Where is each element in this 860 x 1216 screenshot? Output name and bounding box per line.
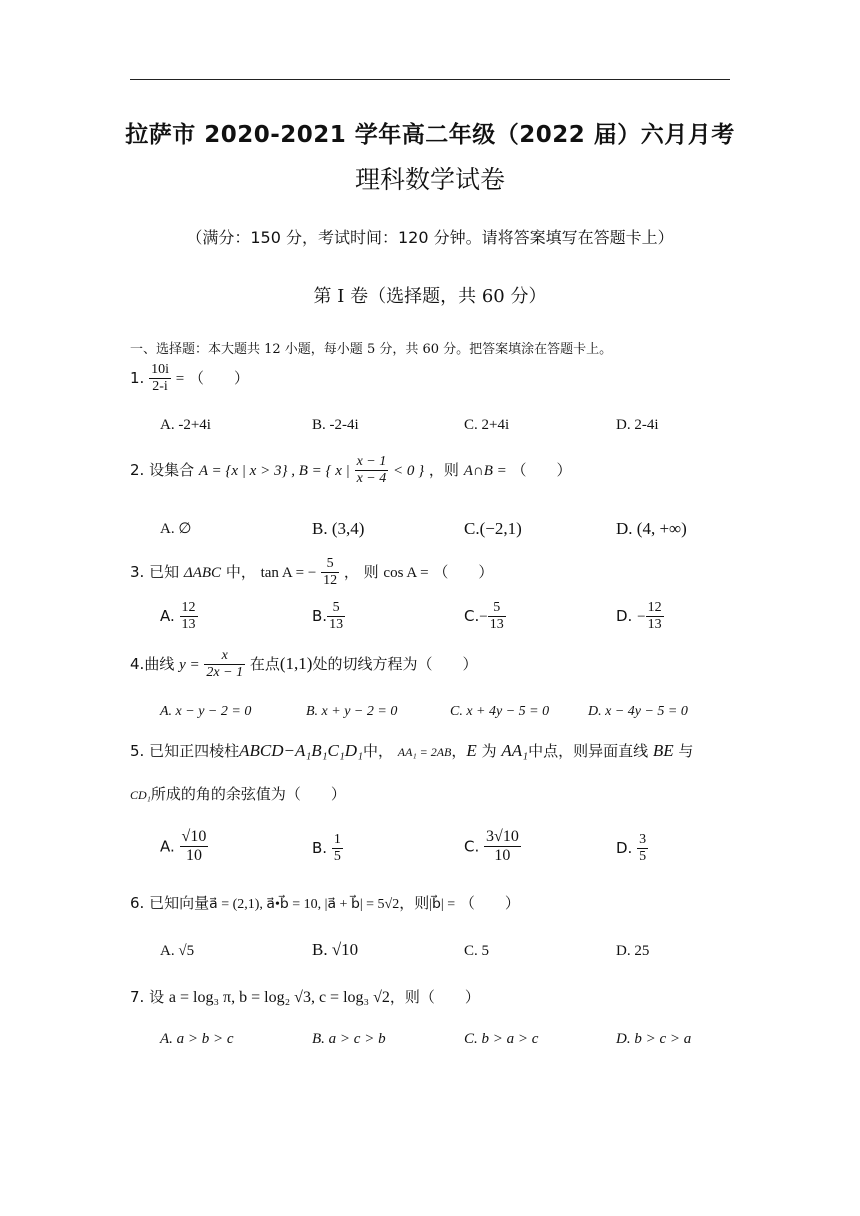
question-text: 中点，则异面直线 (528, 742, 649, 760)
question-4 (130, 648, 477, 681)
question-2 (130, 454, 572, 487)
numerator: 12 (646, 600, 664, 617)
segment-cd1: CD₁ (130, 788, 151, 802)
question-text: ，则 (399, 894, 430, 912)
denominator: 13 (489, 617, 504, 633)
question-3 (130, 556, 493, 589)
answer-paren: （ ） (189, 369, 250, 388)
option-b: B. -2-4i (312, 417, 359, 433)
exam-title: 拉萨市 2020-2021 学年高二年级（2022 届）六月月考 (125, 122, 735, 148)
question-5 (130, 740, 693, 761)
question-text: ，则 (428, 461, 459, 480)
option-a: A. ∅ (160, 521, 192, 537)
option-a: A. a > b > c (160, 1031, 234, 1047)
exam-subtitle: 理科数学试卷 (354, 165, 505, 194)
option-label: D. (616, 839, 633, 858)
option-a: A. -2+4i (160, 417, 211, 433)
option-c: C. b > a > c (464, 1031, 539, 1047)
triangle-expr: ΔABC (183, 565, 222, 582)
option-c: C. x + 4y − 5 = 0 (450, 704, 550, 719)
result-expr: |b⃗| = (429, 897, 456, 912)
option-label: A. (160, 837, 175, 856)
option-c (464, 828, 521, 866)
question-number: 1. (130, 369, 145, 388)
question-text: 为 (481, 742, 497, 760)
option-label: B. (312, 839, 328, 858)
denominator: 13 (329, 617, 344, 633)
question-number: 6. (130, 894, 145, 912)
fraction (484, 828, 521, 866)
question-number: 4. (130, 655, 145, 674)
option-label: C. (464, 837, 480, 856)
option-a: A. x − y − 2 = 0 (160, 704, 252, 719)
numerator: 3√10 (484, 828, 521, 847)
denominator: 10 (185, 847, 202, 865)
question-number: 7. (130, 988, 145, 1006)
question-text: 所成的角的余弦值为（ ） (150, 785, 346, 803)
prism-expr: ABCD−A₁B₁C₁D₁ (239, 741, 363, 760)
numerator: x − 1 (355, 454, 389, 471)
question-text: ， 则 (343, 563, 379, 582)
question-text: 已知正四棱柱 (149, 742, 240, 760)
numerator: 5 (321, 556, 339, 573)
option-b: B. (3,4) (312, 519, 365, 538)
header-rule (130, 79, 730, 80)
answer-paren: （ ） (511, 461, 572, 480)
option-label: A. (160, 607, 175, 626)
segment-be: BE (652, 741, 674, 760)
denominator: 5 (639, 849, 647, 865)
question-number: 5. (130, 742, 145, 760)
denominator: 10 (494, 847, 511, 865)
question-number: 3. (130, 563, 145, 582)
question-text: 中， (225, 563, 256, 582)
option-d: D. 25 (616, 943, 650, 959)
denominator: 2-i (152, 379, 168, 395)
fraction (321, 556, 339, 589)
fraction (204, 648, 245, 681)
option-b: B. √10 (312, 940, 359, 959)
option-d: D. x − 4y − 5 = 0 (588, 704, 688, 719)
question-text: 曲线 (144, 655, 175, 674)
numerator: 5 (327, 600, 345, 617)
option-c (464, 600, 506, 633)
vector-expr: a⃗ = (2,1), a⃗•b⃗ = 10, |a⃗ + b⃗| = 5√2 (209, 897, 400, 912)
exam-info: （满分：150 分，考试时间：120 分钟。请将答案填写在答题卡上） (186, 228, 674, 247)
set-b-open: { x | (325, 463, 350, 480)
question-7 (130, 986, 480, 1007)
fraction (327, 600, 345, 633)
section-heading: 第 I 卷（选择题，共 60 分） (313, 286, 547, 307)
answer-paren: （ ） (433, 563, 494, 582)
cos-expr: cos A = (383, 565, 429, 582)
option-a (160, 828, 208, 866)
question-text: ， (451, 742, 467, 760)
question-5-line2 (130, 783, 346, 804)
question-6 (130, 892, 520, 913)
set-a-expr: A = {x | x > 3} , B = (198, 463, 326, 480)
fraction (149, 362, 171, 395)
answer-paren: （ ） (459, 894, 520, 912)
fraction (637, 832, 648, 865)
fraction (180, 600, 198, 633)
question-text: 已知向量 (149, 894, 210, 912)
option-c: C. 2+4i (464, 417, 510, 433)
numerator: 5 (488, 600, 506, 617)
numerator: x (204, 648, 245, 665)
question-text: 处的切线方程为（ ） (312, 655, 478, 674)
fraction (488, 600, 506, 633)
numerator: 12 (180, 600, 198, 617)
option-d (616, 832, 648, 865)
point-expr: (1,1) (279, 654, 313, 674)
question-text: 设 (149, 988, 165, 1006)
instructions: 一、选择题：本大题共 12 小题，每小题 5 分，共 60 分。把答案填涂在答题卡上。 (130, 342, 613, 357)
option-label: B. (312, 607, 328, 626)
question-number: 2. (130, 461, 145, 480)
question-1 (130, 362, 249, 395)
option-b (312, 600, 345, 633)
question-text: 中， (363, 742, 394, 760)
option-label: C. (464, 607, 480, 626)
option-a (160, 600, 198, 633)
tan-expr: tan A = − (260, 565, 317, 582)
question-text: ，则（ ） (389, 988, 480, 1006)
question-text: 设集合 (149, 461, 195, 480)
question-text: 在点 (249, 655, 280, 674)
option-c: C.(−2,1) (464, 519, 522, 538)
question-text: 已知 (149, 563, 180, 582)
numerator: √10 (180, 828, 209, 847)
option-d: D. 2-4i (616, 417, 659, 433)
denominator: x − 4 (356, 471, 387, 487)
numerator: 3 (637, 832, 648, 849)
denominator: 13 (181, 617, 196, 633)
option-d (616, 600, 664, 633)
denominator: 13 (647, 617, 662, 633)
denominator: 2x − 1 (206, 665, 244, 681)
option-c: C. 5 (464, 943, 490, 959)
option-b: B. x + y − 2 = 0 (306, 704, 398, 719)
question-text: 与 (678, 742, 694, 760)
equals-sign: = (175, 371, 185, 388)
denominator: 5 (333, 849, 341, 865)
option-sign: − (479, 609, 488, 626)
option-label: D. (616, 607, 633, 626)
set-b-close: < 0 } (393, 463, 425, 480)
fraction (180, 828, 209, 866)
segment-aa1: AA₁ (501, 741, 529, 760)
option-a: A. √5 (160, 943, 195, 959)
point-e: E (466, 741, 477, 760)
log-expr: a = log₃ π, b = log₂ √3, c = log₃ √2 (168, 989, 390, 1006)
fraction (332, 832, 343, 865)
option-b: B. a > c > b (312, 1031, 386, 1047)
denominator: 12 (323, 573, 338, 589)
fraction (355, 454, 389, 487)
intersection-expr: A∩B = (463, 463, 507, 480)
option-sign: − (637, 609, 646, 626)
aa1-expr: AA₁ = 2AB (397, 745, 452, 759)
numerator: 10i (149, 362, 171, 379)
option-d: D. (4, +∞) (616, 519, 687, 538)
option-d: D. b > c > a (616, 1031, 692, 1047)
fraction (646, 600, 664, 633)
numerator: 1 (332, 832, 343, 849)
y-expr: y = (179, 657, 200, 674)
option-b (312, 832, 343, 865)
